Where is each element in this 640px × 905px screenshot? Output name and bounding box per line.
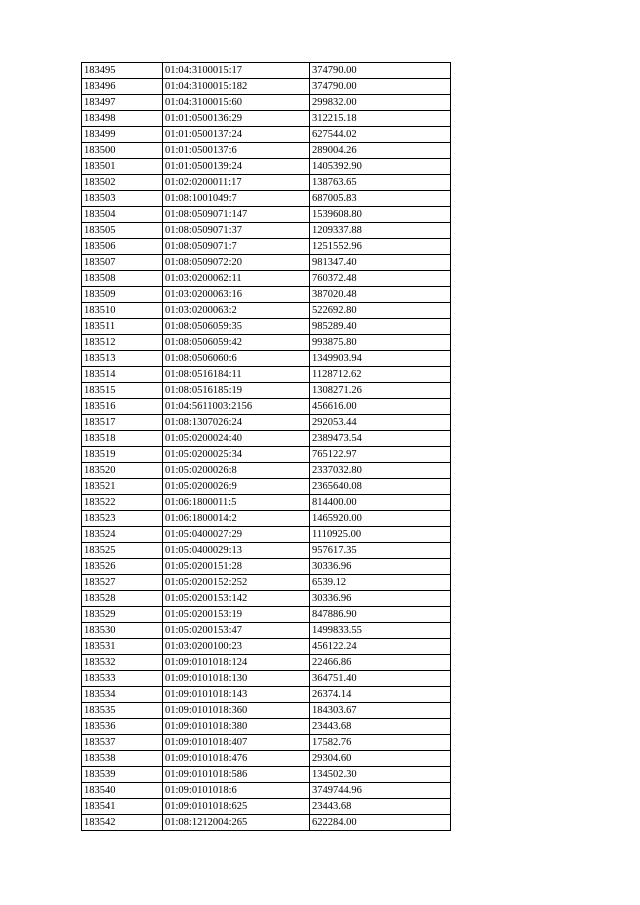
- record-number-cell: 183520: [82, 463, 163, 479]
- record-number-cell: 183537: [82, 735, 163, 751]
- value-cell: 1539608.80: [310, 207, 451, 223]
- cadastral-number-cell: 01:05:0200151:28: [163, 559, 310, 575]
- record-number-cell: 183529: [82, 607, 163, 623]
- value-cell: 364751.40: [310, 671, 451, 687]
- table-row: [82, 159, 451, 175]
- cadastral-number-cell: 01:08:0506059:35: [163, 319, 310, 335]
- table-row: [82, 703, 451, 719]
- table-row: [82, 239, 451, 255]
- value-cell: 687005.83: [310, 191, 451, 207]
- table-row: [82, 287, 451, 303]
- cadastral-number-cell: 01:09:0101018:130: [163, 671, 310, 687]
- record-number-cell: 183541: [82, 799, 163, 815]
- value-cell: 6539.12: [310, 575, 451, 591]
- record-number-cell: 183534: [82, 687, 163, 703]
- record-number-cell: 183507: [82, 255, 163, 271]
- record-number-cell: 183496: [82, 79, 163, 95]
- table-row: [82, 367, 451, 383]
- value-cell: 23443.68: [310, 799, 451, 815]
- record-number-cell: 183538: [82, 751, 163, 767]
- table-row: [82, 735, 451, 751]
- cadastral-number-cell: 01:09:0101018:143: [163, 687, 310, 703]
- record-number-cell: 183501: [82, 159, 163, 175]
- cadastral-number-cell: 01:08:1001049:7: [163, 191, 310, 207]
- record-number-cell: 183522: [82, 495, 163, 511]
- table-row: [82, 447, 451, 463]
- cadastral-number-cell: 01:09:0101018:360: [163, 703, 310, 719]
- cadastral-number-cell: 01:01:0500139:24: [163, 159, 310, 175]
- cadastral-number-cell: 01:05:0200153:47: [163, 623, 310, 639]
- record-number-cell: 183514: [82, 367, 163, 383]
- value-cell: 387020.48: [310, 287, 451, 303]
- cadastral-number-cell: 01:02:0200011:17: [163, 175, 310, 191]
- table-row: [82, 111, 451, 127]
- value-cell: 30336.96: [310, 559, 451, 575]
- cadastral-number-cell: 01:04:5611003:2156: [163, 399, 310, 415]
- data-table: [81, 62, 451, 831]
- table-row: [82, 399, 451, 415]
- record-number-cell: 183508: [82, 271, 163, 287]
- value-cell: 23443.68: [310, 719, 451, 735]
- cadastral-number-cell: 01:08:0509071:37: [163, 223, 310, 239]
- cadastral-number-cell: 01:08:0509071:7: [163, 239, 310, 255]
- table-row: [82, 255, 451, 271]
- record-number-cell: 183517: [82, 415, 163, 431]
- table-body: [82, 63, 451, 831]
- record-number-cell: 183542: [82, 815, 163, 831]
- value-cell: 981347.40: [310, 255, 451, 271]
- record-number-cell: 183527: [82, 575, 163, 591]
- value-cell: 289004.26: [310, 143, 451, 159]
- record-number-cell: 183502: [82, 175, 163, 191]
- cadastral-number-cell: 01:05:0400027:29: [163, 527, 310, 543]
- table-row: [82, 511, 451, 527]
- record-number-cell: 183511: [82, 319, 163, 335]
- cadastral-number-cell: 01:04:3100015:60: [163, 95, 310, 111]
- table-row: [82, 79, 451, 95]
- record-number-cell: 183516: [82, 399, 163, 415]
- table-row: [82, 751, 451, 767]
- value-cell: 2365640.08: [310, 479, 451, 495]
- value-cell: 847886.90: [310, 607, 451, 623]
- table-row: [82, 303, 451, 319]
- value-cell: 1128712.62: [310, 367, 451, 383]
- table-row: [82, 223, 451, 239]
- value-cell: 2337032.80: [310, 463, 451, 479]
- value-cell: 1465920.00: [310, 511, 451, 527]
- table-row: [82, 671, 451, 687]
- value-cell: 26374.14: [310, 687, 451, 703]
- value-cell: 1405392.90: [310, 159, 451, 175]
- value-cell: 1110925.00: [310, 527, 451, 543]
- table-row: [82, 351, 451, 367]
- table-row: [82, 767, 451, 783]
- value-cell: 312215.18: [310, 111, 451, 127]
- record-number-cell: 183509: [82, 287, 163, 303]
- cadastral-number-cell: 01:09:0101018:476: [163, 751, 310, 767]
- table-row: [82, 127, 451, 143]
- record-number-cell: 183499: [82, 127, 163, 143]
- table-row: [82, 543, 451, 559]
- cadastral-number-cell: 01:08:0509072:20: [163, 255, 310, 271]
- table-row: [82, 383, 451, 399]
- table-row: [82, 143, 451, 159]
- table-row: [82, 431, 451, 447]
- cadastral-number-cell: 01:09:0101018:625: [163, 799, 310, 815]
- record-number-cell: 183505: [82, 223, 163, 239]
- value-cell: 374790.00: [310, 63, 451, 79]
- record-number-cell: 183518: [82, 431, 163, 447]
- cadastral-number-cell: 01:09:0101018:586: [163, 767, 310, 783]
- cadastral-number-cell: 01:05:0200153:142: [163, 591, 310, 607]
- table-row: [82, 559, 451, 575]
- value-cell: 456616.00: [310, 399, 451, 415]
- record-number-cell: 183539: [82, 767, 163, 783]
- record-number-cell: 183530: [82, 623, 163, 639]
- record-number-cell: 183525: [82, 543, 163, 559]
- cadastral-number-cell: 01:09:0101018:124: [163, 655, 310, 671]
- record-number-cell: 183510: [82, 303, 163, 319]
- record-number-cell: 183528: [82, 591, 163, 607]
- value-cell: 1499833.55: [310, 623, 451, 639]
- value-cell: 138763.65: [310, 175, 451, 191]
- record-number-cell: 183533: [82, 671, 163, 687]
- record-number-cell: 183504: [82, 207, 163, 223]
- cadastral-number-cell: 01:06:1800014:2: [163, 511, 310, 527]
- cadastral-number-cell: 01:05:0200026:8: [163, 463, 310, 479]
- value-cell: 814400.00: [310, 495, 451, 511]
- record-number-cell: 183536: [82, 719, 163, 735]
- cadastral-number-cell: 01:05:0200024:40: [163, 431, 310, 447]
- record-number-cell: 183535: [82, 703, 163, 719]
- table-row: [82, 719, 451, 735]
- table-row: [82, 815, 451, 831]
- table-row: [82, 175, 451, 191]
- record-number-cell: 183503: [82, 191, 163, 207]
- cadastral-number-cell: 01:05:0200025:34: [163, 447, 310, 463]
- value-cell: 622284.00: [310, 815, 451, 831]
- table-row: [82, 271, 451, 287]
- table-row: [82, 623, 451, 639]
- value-cell: 299832.00: [310, 95, 451, 111]
- cadastral-number-cell: 01:08:0509071:147: [163, 207, 310, 223]
- cadastral-number-cell: 01:08:0516185:19: [163, 383, 310, 399]
- cadastral-number-cell: 01:05:0200153:19: [163, 607, 310, 623]
- cadastral-number-cell: 01:01:0500137:24: [163, 127, 310, 143]
- value-cell: 760372.48: [310, 271, 451, 287]
- cadastral-number-cell: 01:09:0101018:380: [163, 719, 310, 735]
- cadastral-number-cell: 01:09:0101018:6: [163, 783, 310, 799]
- table-row: [82, 607, 451, 623]
- record-number-cell: 183526: [82, 559, 163, 575]
- table-row: [82, 575, 451, 591]
- cadastral-number-cell: 01:03:0200063:16: [163, 287, 310, 303]
- cadastral-number-cell: 01:04:3100015:17: [163, 63, 310, 79]
- record-number-cell: 183506: [82, 239, 163, 255]
- value-cell: 957617.35: [310, 543, 451, 559]
- cadastral-number-cell: 01:05:0200152:252: [163, 575, 310, 591]
- value-cell: 1349903.94: [310, 351, 451, 367]
- table-row: [82, 495, 451, 511]
- table-row: [82, 639, 451, 655]
- value-cell: 22466.86: [310, 655, 451, 671]
- record-number-cell: 183524: [82, 527, 163, 543]
- table-row: [82, 783, 451, 799]
- record-number-cell: 183515: [82, 383, 163, 399]
- value-cell: 985289.40: [310, 319, 451, 335]
- record-number-cell: 183512: [82, 335, 163, 351]
- value-cell: 3749744.96: [310, 783, 451, 799]
- table-row: [82, 479, 451, 495]
- cadastral-number-cell: 01:09:0101018:407: [163, 735, 310, 751]
- value-cell: 993875.80: [310, 335, 451, 351]
- cadastral-number-cell: 01:08:1307026:24: [163, 415, 310, 431]
- cadastral-number-cell: 01:03:0200100:23: [163, 639, 310, 655]
- cadastral-number-cell: 01:01:0500137:6: [163, 143, 310, 159]
- table-row: [82, 591, 451, 607]
- value-cell: 1308271.26: [310, 383, 451, 399]
- value-cell: 1251552.96: [310, 239, 451, 255]
- cadastral-number-cell: 01:03:0200063:2: [163, 303, 310, 319]
- value-cell: 30336.96: [310, 591, 451, 607]
- value-cell: 456122.24: [310, 639, 451, 655]
- table-row: [82, 799, 451, 815]
- record-number-cell: 183497: [82, 95, 163, 111]
- cadastral-number-cell: 01:04:3100015:182: [163, 79, 310, 95]
- value-cell: 522692.80: [310, 303, 451, 319]
- cadastral-number-cell: 01:08:0506059:42: [163, 335, 310, 351]
- table-row: [82, 207, 451, 223]
- record-number-cell: 183498: [82, 111, 163, 127]
- record-number-cell: 183532: [82, 655, 163, 671]
- value-cell: 184303.67: [310, 703, 451, 719]
- record-number-cell: 183495: [82, 63, 163, 79]
- value-cell: 627544.02: [310, 127, 451, 143]
- cadastral-number-cell: 01:05:0400029:13: [163, 543, 310, 559]
- record-number-cell: 183519: [82, 447, 163, 463]
- cadastral-number-cell: 01:08:0506060:6: [163, 351, 310, 367]
- record-number-cell: 183523: [82, 511, 163, 527]
- table-row: [82, 63, 451, 79]
- table-row: [82, 463, 451, 479]
- cadastral-number-cell: 01:01:0500136:29: [163, 111, 310, 127]
- value-cell: 765122.97: [310, 447, 451, 463]
- value-cell: 292053.44: [310, 415, 451, 431]
- value-cell: 17582.76: [310, 735, 451, 751]
- table-row: [82, 655, 451, 671]
- table-row: [82, 335, 451, 351]
- cadastral-number-cell: 01:05:0200026:9: [163, 479, 310, 495]
- value-cell: 134502.30: [310, 767, 451, 783]
- cadastral-number-cell: 01:06:1800011:5: [163, 495, 310, 511]
- value-cell: 29304.60: [310, 751, 451, 767]
- table-row: [82, 687, 451, 703]
- cadastral-number-cell: 01:08:1212004:265: [163, 815, 310, 831]
- record-number-cell: 183531: [82, 639, 163, 655]
- value-cell: 374790.00: [310, 79, 451, 95]
- table-row: [82, 319, 451, 335]
- cadastral-number-cell: 01:03:0200062:11: [163, 271, 310, 287]
- record-number-cell: 183500: [82, 143, 163, 159]
- table-row: [82, 95, 451, 111]
- value-cell: 1209337.88: [310, 223, 451, 239]
- table-row: [82, 191, 451, 207]
- table-row: [82, 415, 451, 431]
- record-number-cell: 183540: [82, 783, 163, 799]
- record-number-cell: 183521: [82, 479, 163, 495]
- value-cell: 2389473.54: [310, 431, 451, 447]
- table-row: [82, 527, 451, 543]
- cadastral-number-cell: 01:08:0516184:11: [163, 367, 310, 383]
- record-number-cell: 183513: [82, 351, 163, 367]
